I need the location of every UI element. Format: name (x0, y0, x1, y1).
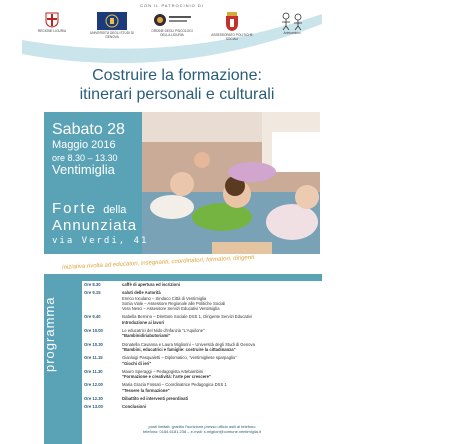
logo-citta-ventimiglia: ASSESSORATO POLITICHE SOCIALI (206, 12, 258, 41)
event-day: Sabato 28 (52, 121, 125, 138)
program-details (122, 382, 322, 393)
venue-word-2: della (103, 204, 127, 216)
program-line: Conclusioni (122, 404, 146, 410)
program-line: saluti delle Autorità (122, 290, 161, 296)
title-line-1: Costruire la formazione: (92, 67, 262, 84)
event-city: Ventimiglia (52, 162, 115, 177)
event-title (72, 66, 282, 104)
program-line: Mauro Speraggi – Pedagogista Artebambini (122, 368, 204, 374)
program-line: "Tessere la formazione" (122, 387, 170, 393)
program-row (84, 342, 322, 353)
program-time: Ore 8.30 (84, 282, 101, 287)
logo-ordine: ORDINE DEGLI PSICOLOGI DELLA LIGURIA (146, 12, 198, 37)
children-drawing-icon (277, 12, 307, 30)
program-time: Ore 10.00 (84, 328, 103, 334)
program-row (84, 328, 322, 339)
program-line: Vera Nesci – Assessore Servizi Educativi Ventimiglia (122, 306, 220, 312)
program-row (84, 290, 322, 311)
program-row (84, 404, 322, 409)
footer-line-1: posti limitati: gradita l'iscrizione presso ufficio asili al telefono (148, 424, 256, 429)
program-line: "Bambini, educatrici e famiglie: costruire la cittadinanza" (122, 346, 236, 352)
venue-line-2: Annunziata (52, 217, 138, 234)
program-line: "Bambinidiriabutoriami" (122, 333, 171, 339)
university-seal-icon (97, 12, 127, 30)
footer-line-2: telefono: 0184.6181.238 – e-mail: s.migliori@comune.ventimiglia.it (143, 429, 261, 434)
logo-artebambini: Artebambini (266, 12, 318, 35)
program-details (122, 404, 322, 409)
program-details (122, 355, 322, 366)
program-time: Ore 12.00 (84, 382, 103, 388)
program-vertical-label: programma (42, 296, 57, 372)
program-row (84, 382, 322, 393)
program-line: Maria Grazia Fossati – Coordinatrice Pedagogica DSS 1 (122, 382, 227, 388)
venue-line-1 (52, 200, 126, 217)
program-line: caffè di apertura ed iscrizioni (122, 282, 180, 287)
program-schedule (84, 282, 322, 413)
program-row (84, 396, 322, 401)
program-time: Ore 12.30 (84, 396, 103, 402)
program-time: Ore 9.15 (84, 290, 101, 296)
program-line: "Giochi di ieri" (122, 360, 152, 366)
event-poster (22, 0, 322, 444)
program-line: Isabella Bernino – Direttore Sociale DSS 1, Dirigente Servizi Educativi (122, 314, 252, 320)
program-time: Ore 11.15 (84, 355, 103, 361)
program-details (122, 369, 322, 380)
patronage-label: CON IL PATROCINIO DI (140, 3, 204, 8)
logo-universita-genova: UNIVERSITÀ DEGLI STUDI DI GENOVA (86, 12, 138, 39)
program-line: Le educatrici del Nido d'infanzia "L'Aquilone" (122, 328, 205, 334)
program-line: Dibattito ed interventi preordinati (122, 396, 189, 402)
program-row (84, 282, 322, 287)
contact-footer (82, 424, 322, 434)
sponsor-logos (26, 12, 318, 48)
program-line: Gianluigi Pasqualetti – Diplomatico, "ventimigliese sparpagliu" (122, 355, 237, 361)
children-photo (142, 112, 320, 254)
program-details (122, 396, 322, 401)
program-time: Ore 11.30 (84, 368, 103, 374)
logo-regione-liguria: REGIONE LIGURIA (26, 12, 78, 33)
program-line: "Formazione e creatività: l'arte per crescere" (122, 374, 211, 380)
title-line-2: itinerari personali e culturali (79, 86, 275, 103)
program-details (122, 328, 322, 339)
program-details (122, 282, 322, 287)
audience-note: Iniziativa rivolta ad educatori, insegnanti, coordinatori, formatori, dirigenti (61, 254, 255, 271)
program-line: Enrico Ioculano – Sindaco Città di Ventimiglia (122, 295, 207, 301)
program-time: Ore 13.00 (84, 404, 103, 410)
program-row (84, 314, 322, 325)
program-time: Ore 10.30 (84, 341, 103, 347)
event-month-year: Maggio 2016 (52, 139, 116, 151)
city-crest-icon (224, 12, 240, 32)
program-row (84, 369, 322, 380)
program-line: Introduzione ai lavori (122, 319, 165, 325)
program-details (122, 290, 322, 311)
program-details (122, 314, 322, 325)
program-row (84, 355, 322, 366)
program-details (122, 342, 322, 353)
cross-shield-icon (45, 12, 59, 28)
event-hours: ore 8.30 – 13.30 (52, 153, 118, 163)
program-time: Ore 9.40 (84, 314, 101, 320)
program-line: Donatella Cavanna e Laura Migliorini – Università degli Studi di Genova (122, 341, 255, 347)
program-line: Sonia Viale – Assessore Regionale alle Politiche Sociali (122, 300, 226, 306)
swirl-logo-icon (152, 12, 192, 28)
venue-address: via Verdi, 41 (52, 236, 149, 246)
venue-word-1: Forte (52, 200, 98, 217)
